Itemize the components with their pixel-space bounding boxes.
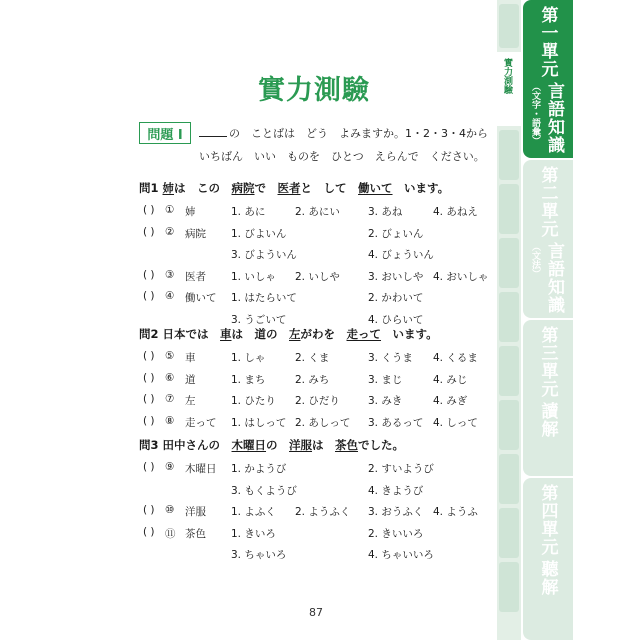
answer-paren[interactable]: ( ) — [143, 504, 155, 516]
option-4: 4. くるま — [433, 352, 478, 364]
option-3: 3. おうふく — [368, 506, 424, 518]
item-word: 茶色 — [185, 527, 206, 540]
option-1: 3. ちゃいろ — [231, 549, 287, 561]
unit-tab-1[interactable] — [523, 0, 573, 158]
option-4: 4. おいしゃ — [433, 270, 489, 283]
answer-paren[interactable]: ( ) — [143, 225, 155, 238]
option-3: 3. くうま — [368, 352, 413, 364]
item-word: 病院 — [185, 227, 206, 240]
strip-segment — [499, 238, 519, 288]
option-3: 4. ちゃいいろ — [368, 549, 434, 561]
blank-underline — [199, 126, 227, 137]
title-text: います。 — [392, 181, 450, 195]
option-1: 1. いしゃ — [231, 270, 276, 283]
question-title — [139, 180, 449, 196]
chapter-sidebar — [497, 0, 640, 640]
unit-subtitle-paren: （文法） — [530, 242, 540, 278]
option-4: 4. ようふ — [433, 506, 478, 518]
option-1: 1. はたらいて — [231, 292, 297, 304]
item-number: ② — [165, 225, 175, 238]
unit-subtitle-group — [529, 238, 567, 314]
option-1: 1. まち — [231, 373, 266, 386]
title-text: と して — [300, 181, 359, 195]
item-word: 木曜日 — [185, 463, 217, 475]
option-1: 1. よふく — [231, 506, 276, 518]
unit-tab-2[interactable] — [523, 160, 573, 318]
option-4: 4. あねえ — [433, 206, 478, 218]
option-2: 2. くま — [295, 352, 330, 364]
option-1: 1. きいろ — [231, 527, 276, 540]
option-1: 1. はしって — [231, 416, 287, 429]
item-word: 道 — [185, 373, 196, 386]
item-number: ④ — [165, 290, 175, 302]
item-number: ① — [165, 204, 175, 216]
page-title: 實力測驗 — [258, 75, 370, 106]
section-tab-strip — [497, 0, 521, 640]
strip-segment — [499, 184, 519, 234]
item-word: 医者 — [185, 270, 206, 283]
instruction-text-1: の ことばは どう よみますか。1・2・3・4から — [229, 127, 488, 140]
option-2: 2. みち — [295, 373, 330, 386]
option-3: 2. すいようび — [368, 463, 434, 475]
strip-segment — [499, 130, 519, 180]
strip-segment — [499, 292, 519, 342]
title-text: 問1 — [139, 181, 163, 195]
answer-paren[interactable]: ( ) — [143, 461, 155, 473]
unit-subtitle-group — [536, 556, 561, 596]
item-word: 働いて — [185, 292, 217, 304]
item-number: ⑪ — [165, 527, 176, 540]
option-4: 4. みじ — [433, 373, 468, 386]
option-1: 1. びよいん — [231, 227, 287, 240]
option-1: 3. もくようび — [231, 484, 297, 497]
option-3: 2. かわいて — [368, 292, 424, 304]
unit-subtitle: 聽解 — [537, 560, 558, 596]
option-3: 3. まじ — [368, 373, 403, 386]
item-word: 洋服 — [185, 506, 206, 518]
strip-segment — [499, 562, 519, 612]
option-3: 2. びょいん — [368, 227, 424, 240]
item-word: 走って — [185, 416, 217, 429]
underlined-word: 車 — [220, 327, 232, 341]
unit-title: 第二單元 — [537, 166, 558, 238]
answer-paren[interactable]: ( ) — [143, 414, 155, 427]
title-text: は この — [174, 181, 232, 195]
answer-paren[interactable]: ( ) — [143, 268, 155, 281]
instruction-line-2: いちばん いい ものを ひとつ えらんで ください。 — [199, 150, 485, 163]
strip-segment — [499, 4, 519, 48]
question-title — [139, 326, 438, 342]
title-text: は — [312, 438, 336, 452]
item-number: ⑤ — [165, 350, 175, 362]
item-number: ⑦ — [165, 393, 175, 405]
option-3: 4. ひらいて — [368, 313, 424, 326]
mondai-label: 問題 I — [139, 122, 191, 144]
unit-title: 第四單元 — [537, 484, 558, 556]
unit-subtitle: 言語知識 — [544, 82, 564, 154]
strip-segment — [499, 400, 519, 450]
item-number: ⑩ — [165, 504, 175, 516]
underlined-word: 姉 — [162, 181, 175, 195]
item-word: 左 — [185, 395, 196, 407]
underlined-word: 働いて — [358, 181, 393, 195]
strip-segment — [499, 454, 519, 504]
title-text: がわを — [300, 327, 347, 341]
answer-paren[interactable]: ( ) — [143, 290, 155, 302]
instruction-line-1 — [199, 125, 488, 141]
strip-segment — [499, 346, 519, 396]
underlined-word: 木曜日 — [231, 438, 267, 452]
answer-paren[interactable]: ( ) — [143, 371, 155, 384]
item-number: ⑥ — [165, 371, 175, 384]
underlined-word: 左 — [289, 327, 301, 341]
answer-paren[interactable]: ( ) — [143, 204, 155, 216]
unit-subtitle: 言語知識 — [544, 242, 564, 314]
option-2: 2. ひだり — [295, 395, 340, 407]
title-text: います。 — [381, 327, 438, 341]
option-3: 3. みき — [368, 395, 403, 407]
title-text: 問2 日本では — [139, 327, 221, 341]
title-text: でした。 — [358, 438, 405, 452]
unit-subtitle-group — [536, 398, 561, 438]
unit-subtitle: 讀解 — [537, 402, 558, 438]
title-text: で — [254, 181, 278, 195]
item-word: 車 — [185, 352, 196, 364]
option-3: 2. きいいろ — [368, 527, 424, 540]
underlined-word: 茶色 — [335, 438, 359, 452]
question-title — [139, 437, 404, 453]
title-text: 問3 田中さんの — [139, 438, 232, 452]
title-text: は 道の — [231, 327, 290, 341]
unit-subtitle-group — [529, 78, 567, 154]
unit-tab-3[interactable] — [523, 320, 573, 476]
underlined-word: 病院 — [231, 181, 255, 195]
unit-title: 第三單元 — [537, 326, 558, 398]
option-2: 2. ようふく — [295, 506, 351, 518]
option-1: 1. かようび — [231, 463, 287, 475]
item-number: ③ — [165, 268, 175, 281]
underlined-word: 医者 — [277, 181, 301, 195]
unit-subtitle-paren: （文字・語彙） — [530, 82, 540, 145]
page-number: 87 — [309, 606, 323, 619]
unit-title: 第一單元 — [537, 6, 558, 78]
option-1: 1. あに — [231, 206, 266, 218]
strip-label: 實力測驗 — [502, 58, 512, 94]
answer-paren[interactable]: ( ) — [143, 350, 155, 362]
item-number: ⑨ — [165, 461, 175, 473]
option-3: 4. きようび — [368, 484, 424, 497]
underlined-word: 洋服 — [289, 438, 313, 452]
option-4: 4. みぎ — [433, 395, 468, 407]
option-1: 1. しゃ — [231, 352, 266, 364]
option-2: 2. あにい — [295, 206, 340, 218]
option-2: 2. あしって — [295, 416, 351, 429]
item-number: ⑧ — [165, 414, 175, 427]
option-1: 3. うごいて — [231, 313, 287, 326]
answer-paren[interactable]: ( ) — [143, 525, 155, 538]
option-3: 4. びょういん — [368, 249, 434, 261]
underlined-word: 走って — [346, 327, 382, 341]
option-1: 1. ひたり — [231, 395, 276, 407]
title-text: の — [266, 438, 290, 452]
answer-paren[interactable]: ( ) — [143, 393, 155, 405]
option-1: 3. びよういん — [231, 249, 297, 261]
strip-segment — [499, 508, 519, 558]
unit-tab-4[interactable] — [523, 478, 573, 640]
option-3: 3. あね — [368, 206, 403, 218]
item-word: 姉 — [185, 206, 196, 218]
option-2: 2. いしや — [295, 270, 340, 283]
option-4: 4. しって — [433, 416, 478, 429]
option-3: 3. おいしや — [368, 270, 424, 283]
option-3: 3. あるって — [368, 416, 424, 429]
